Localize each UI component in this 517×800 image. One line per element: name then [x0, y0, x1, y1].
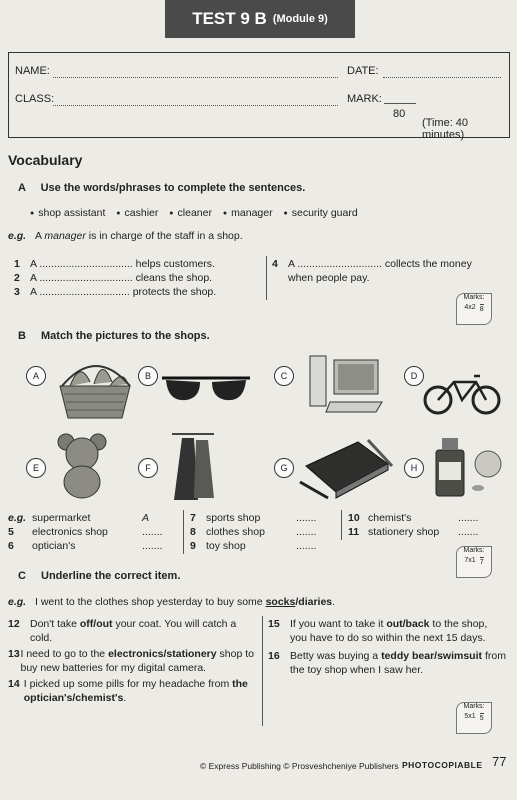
item-number: 11: [348, 526, 360, 538]
example-label: e.g.: [8, 512, 27, 524]
section-a-item-4: [272, 257, 472, 285]
marks-box-c: [456, 702, 492, 734]
picture-label: C: [274, 366, 294, 386]
list-item: [14, 271, 216, 285]
list-item: [348, 525, 478, 539]
teddy-bear-icon: [52, 430, 112, 500]
section-b-letter: B: [18, 330, 26, 342]
list-item: [8, 525, 182, 539]
section-b-instruction: [18, 330, 210, 342]
marks-label: Marks:: [463, 703, 485, 710]
example-article: A: [35, 230, 42, 242]
picture-label: F: [138, 458, 158, 478]
section-a-text: Use the words/phrases to complete the sentences.: [40, 182, 306, 194]
shop-name: optician's: [32, 540, 76, 552]
list-item: [268, 617, 508, 645]
column-divider: [262, 616, 263, 726]
date-field[interactable]: [383, 77, 501, 78]
item-text: you have to do so within the next 15 days.: [290, 632, 486, 644]
item-number: 13: [8, 648, 20, 660]
section-c-letter: C: [18, 570, 26, 582]
answer-blank[interactable]: .......: [296, 540, 317, 552]
item-number: 12: [8, 618, 20, 630]
marks-calc: 7x1: [464, 557, 476, 564]
item-text: A ............................. collects the money: [288, 258, 472, 270]
test-title: TEST 9 B: [192, 9, 267, 28]
section-a-items-left: [14, 257, 216, 299]
vocabulary-heading: Vocabulary: [8, 152, 83, 168]
example-wrong: diaries: [298, 596, 333, 608]
item-number: 6: [8, 540, 14, 552]
item-number: 16: [268, 650, 280, 662]
answer-blank[interactable]: .......: [458, 526, 479, 538]
test-banner: [165, 0, 355, 38]
mark-field[interactable]: [384, 103, 416, 104]
marks-total: 7: [479, 559, 484, 566]
date-label: DATE:: [347, 65, 379, 77]
shop-name: clothes shop: [206, 526, 265, 538]
computer-icon: [306, 352, 386, 422]
example-label: e.g.: [8, 596, 27, 608]
item-number: 15: [268, 618, 280, 630]
picture-label: A: [26, 366, 46, 386]
item-options[interactable]: out/back: [386, 618, 430, 630]
example-answer: A: [142, 512, 150, 524]
shop-name: toy shop: [206, 540, 246, 552]
item-options[interactable]: electronics/stationery: [108, 648, 217, 660]
mark-label: MARK:: [347, 93, 382, 105]
word-bank: [30, 206, 358, 221]
column-divider: [341, 510, 342, 540]
item-options[interactable]: off/out: [79, 618, 113, 630]
class-label: CLASS:: [15, 93, 55, 105]
time-limit: (Time: 40 minutes): [422, 117, 469, 141]
item-number: 14: [8, 678, 20, 690]
word-bank-item: ● shop assistant: [30, 207, 105, 219]
mark-total: 80: [393, 108, 406, 120]
list-item: [190, 511, 316, 525]
list-item: [8, 647, 260, 675]
item-text: cold.: [30, 632, 53, 644]
shop-name: supermarket: [32, 512, 91, 524]
section-b-text: Match the pictures to the shops.: [41, 330, 210, 342]
marks-box-b: [456, 546, 492, 578]
list-item: 14 I picked up some pills for my headache from the optician's/chemist's.: [8, 678, 248, 704]
marks-box-a: [456, 293, 492, 325]
list-item: [348, 511, 478, 525]
list-item: [190, 525, 316, 539]
marks-total: 5: [479, 715, 484, 722]
copyright-notice: © Express Publishing © Prosveshcheniye Publishers: [200, 761, 399, 771]
sunglasses-icon: [158, 372, 254, 408]
page-number: 77: [492, 754, 507, 769]
example-label: e.g.: [8, 230, 27, 242]
item-number: 1: [14, 258, 20, 270]
section-c-right-items: [268, 617, 508, 677]
item-text: If you want to take it: [290, 618, 384, 630]
list-item: [14, 257, 216, 271]
item-number: 2: [14, 272, 20, 284]
shopping-basket-icon: [50, 354, 140, 424]
section-a-letter: A: [18, 182, 26, 194]
item-text: I need to go to the: [20, 648, 106, 660]
answer-blank[interactable]: .......: [458, 512, 479, 524]
answer-blank[interactable]: .......: [296, 512, 317, 524]
item-number: 3: [14, 286, 20, 298]
list-item: [8, 617, 260, 645]
item-number: 4: [272, 258, 278, 270]
word-bank-item: ● security guard: [284, 207, 358, 219]
dress-icon: [168, 428, 218, 504]
marks-calc: 5x1: [464, 713, 476, 720]
picture-label: B: [138, 366, 158, 386]
item-options[interactable]: the optician's/chemist's: [23, 678, 248, 704]
marks-calc: 4x2: [464, 304, 476, 311]
example-word: manager: [44, 230, 86, 242]
item-text: A ................................ cleans the shop.: [30, 272, 213, 284]
section-b-col3: [348, 511, 478, 539]
list-item: [14, 285, 216, 299]
list-item: [268, 649, 508, 677]
item-text: shop to buy new batteries for my digital: [20, 648, 254, 674]
item-text-cont: when people pay.: [288, 272, 370, 284]
bicycle-icon: [422, 372, 504, 416]
section-a-instruction: [18, 182, 305, 194]
shop-name: chemist's: [368, 512, 412, 524]
marks-total: 8: [479, 306, 484, 313]
class-field[interactable]: [53, 105, 338, 106]
item-text: A ................................ helps customers.: [30, 258, 215, 270]
student-info-box: [8, 52, 510, 141]
list-item: [190, 539, 316, 553]
item-number: 8: [190, 526, 196, 538]
word-bank-item: ● manager: [223, 207, 273, 219]
shop-name: sports shop: [206, 512, 261, 524]
list-item: [8, 539, 182, 553]
medicine-icon: [426, 434, 506, 500]
section-c-instruction: [18, 570, 180, 582]
item-text: your coat. You will catch a: [115, 618, 237, 630]
photocopiable-label: PHOTOCOPIABLE: [402, 760, 483, 770]
marks-label: Marks:: [463, 547, 485, 554]
shop-name: electronics shop: [32, 526, 108, 538]
name-field[interactable]: [53, 77, 338, 78]
picture-label: H: [404, 458, 424, 478]
marks-label: Marks:: [463, 294, 485, 301]
column-divider: [266, 256, 267, 300]
diary-and-pen-icon: [298, 436, 394, 502]
item-number: 7: [190, 512, 196, 524]
module-label: (Module 9): [272, 13, 328, 25]
list-item: [8, 511, 182, 525]
word-bank-item: ● cashier: [116, 207, 158, 219]
item-text: A ............................... protects the shop.: [30, 286, 217, 298]
item-text: I picked up some pills for my headache from: [23, 678, 230, 690]
item-text: Don't take: [30, 618, 77, 630]
example-text: I went to the clothes shop yesterday to buy some: [35, 596, 263, 608]
word-bank-item: ● cleaner: [169, 207, 212, 219]
section-c-text: Underline the correct item.: [41, 570, 181, 582]
section-c-left-items: [8, 617, 260, 705]
item-number: 9: [190, 540, 196, 552]
section-b-col1: [8, 511, 182, 553]
section-a-example: [8, 229, 243, 243]
item-text: Betty was buying a: [290, 650, 379, 662]
item-text: the toy shop when I saw her.: [290, 664, 424, 676]
picture-label: D: [404, 366, 424, 386]
shop-name: stationery shop: [368, 526, 440, 538]
item-text: from: [484, 650, 506, 662]
example-correct: socks: [265, 596, 296, 608]
name-label: NAME:: [15, 65, 50, 77]
answer-blank[interactable]: .......: [142, 540, 163, 552]
column-divider: [183, 510, 184, 554]
item-text: to the shop,: [432, 618, 488, 630]
example-rest: is in charge of the staff in a shop.: [88, 230, 243, 242]
answer-blank[interactable]: .......: [296, 526, 317, 538]
answer-blank[interactable]: .......: [142, 526, 163, 538]
picture-label: E: [26, 458, 46, 478]
section-c-example: e.g. I went to the clothes shop yesterday to buy some socks/diaries.: [8, 596, 336, 608]
item-text: camera.: [168, 662, 207, 674]
item-number: 5: [8, 526, 14, 538]
item-options[interactable]: teddy bear/swimsuit: [381, 650, 483, 662]
section-b-col2: [190, 511, 316, 553]
picture-label: G: [274, 458, 294, 478]
item-number: 10: [348, 512, 360, 524]
